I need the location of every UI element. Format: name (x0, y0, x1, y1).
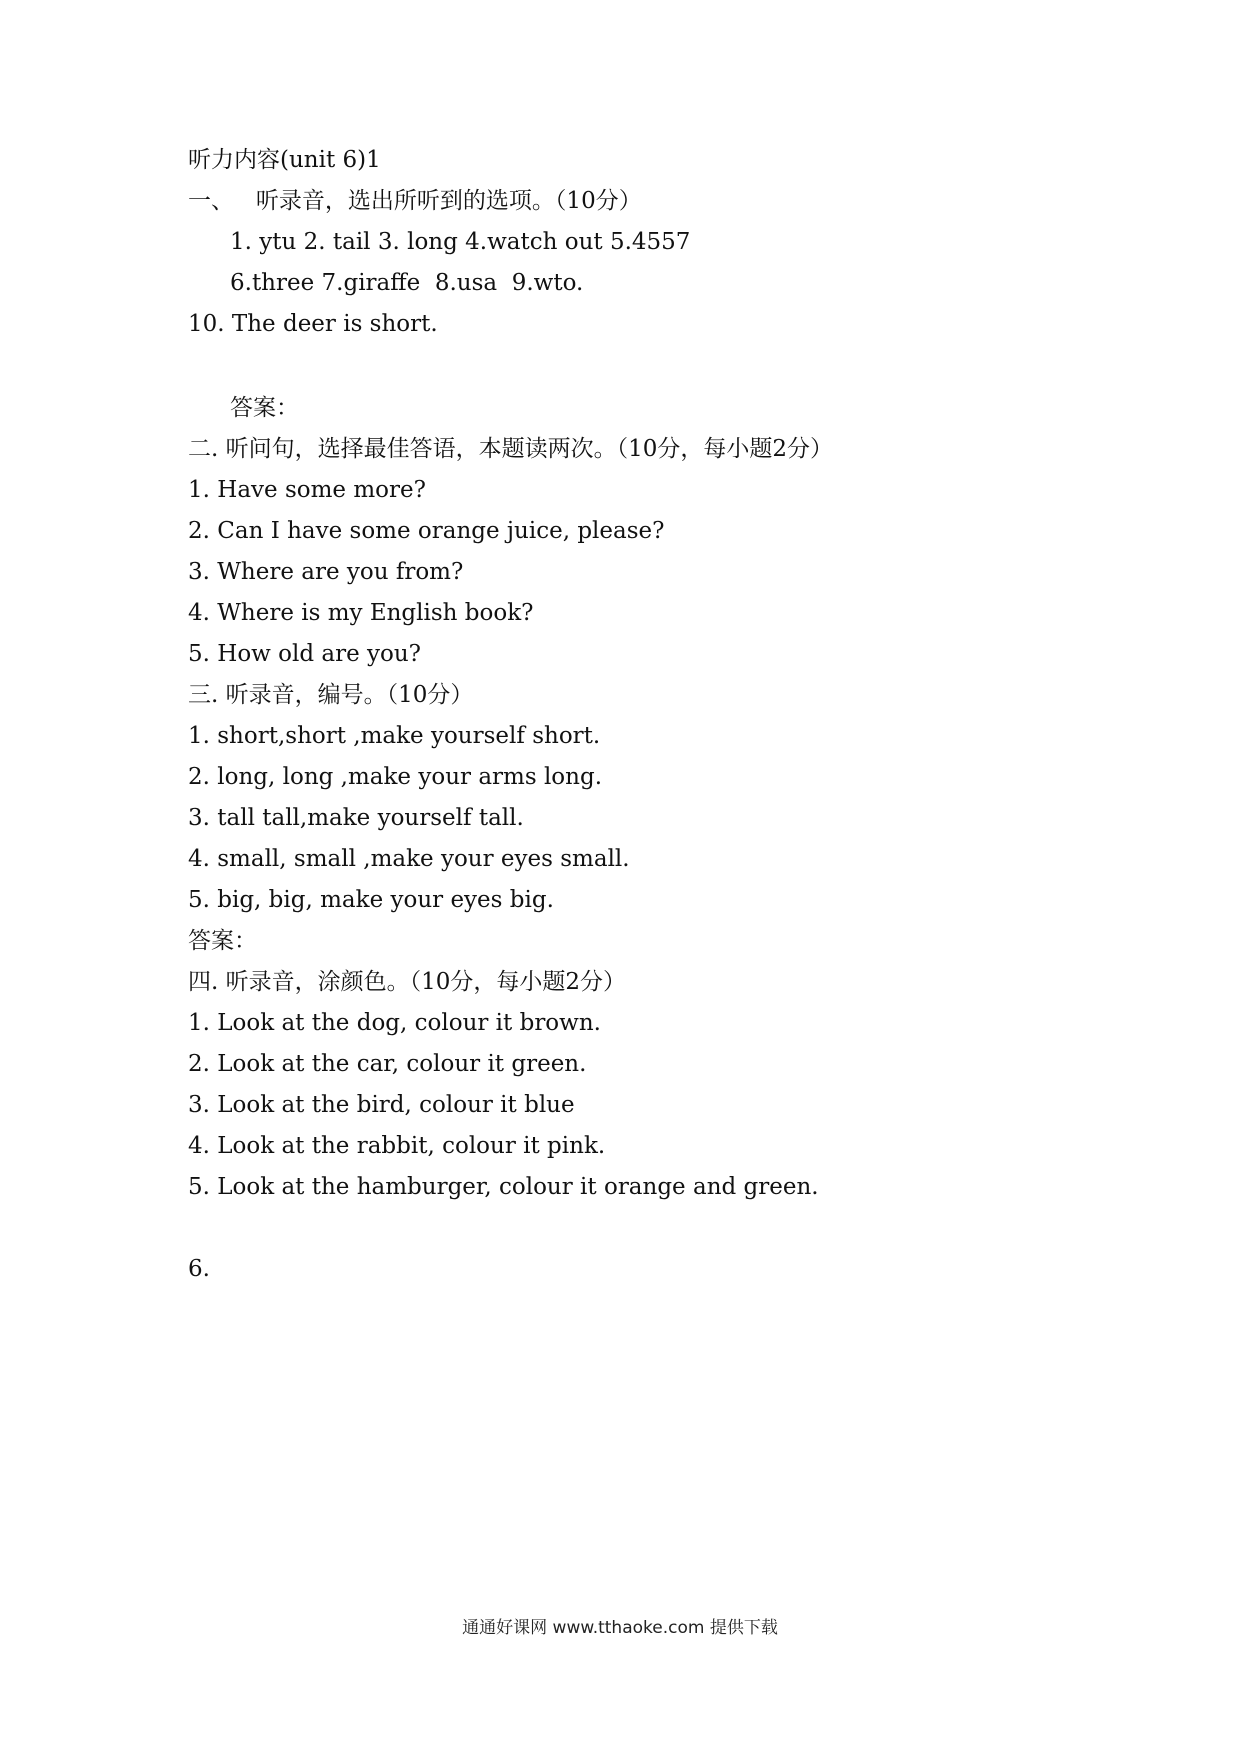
section3-item: 1. short,short ,make yourself short. (188, 723, 601, 749)
footer-credit: 通通好课网 www.tthaoke.com 提供下载 (462, 1618, 778, 1638)
section3-item: 3. tall tall,make yourself tall. (188, 805, 524, 831)
section1-options-line2: 6.three 7.giraffe 8.usa 9.wto. (230, 270, 584, 296)
section1-heading: 一、 听录音，选出所听到的选项。（10分） (188, 188, 642, 214)
section4-trailing-number: 6. (188, 1256, 210, 1282)
section4-item: 3. Look at the bird, colour it blue (188, 1092, 575, 1118)
section3-item: 5. big, big, make your eyes big. (188, 887, 554, 913)
section1-answer-label: 答案： (230, 395, 299, 421)
section4-item: 5. Look at the hamburger, colour it orange and green. (188, 1174, 819, 1200)
section2-heading: 二. 听问句，选择最佳答语，本题读两次。（10分，每小题2分） (188, 436, 834, 462)
section2-item: 1. Have some more? (188, 477, 426, 503)
section2-item: 5. How old are you? (188, 641, 422, 667)
section1-options-line1: 1. ytu 2. tail 3. long 4.watch out 5.4557 (230, 229, 691, 255)
document-title: 听力内容(unit 6)1 (188, 147, 381, 173)
section1-options-line3: 10. The deer is short. (188, 311, 438, 337)
section4-item: 2. Look at the car, colour it green. (188, 1051, 587, 1077)
section2-item: 4. Where is my English book? (188, 600, 534, 626)
section3-heading: 三. 听录音，编号。（10分） (188, 682, 474, 708)
section3-item: 4. small, small ,make your eyes small. (188, 846, 630, 872)
section3-answer-label: 答案： (188, 928, 257, 954)
section4-item: 1. Look at the dog, colour it brown. (188, 1010, 601, 1036)
section3-item: 2. long, long ,make your arms long. (188, 764, 602, 790)
section2-item: 3. Where are you from? (188, 559, 464, 585)
section4-item: 4. Look at the rabbit, colour it pink. (188, 1133, 606, 1159)
section2-item: 2. Can I have some orange juice, please? (188, 518, 665, 544)
section4-heading: 四. 听录音，涂颜色。（10分，每小题2分） (188, 969, 627, 995)
